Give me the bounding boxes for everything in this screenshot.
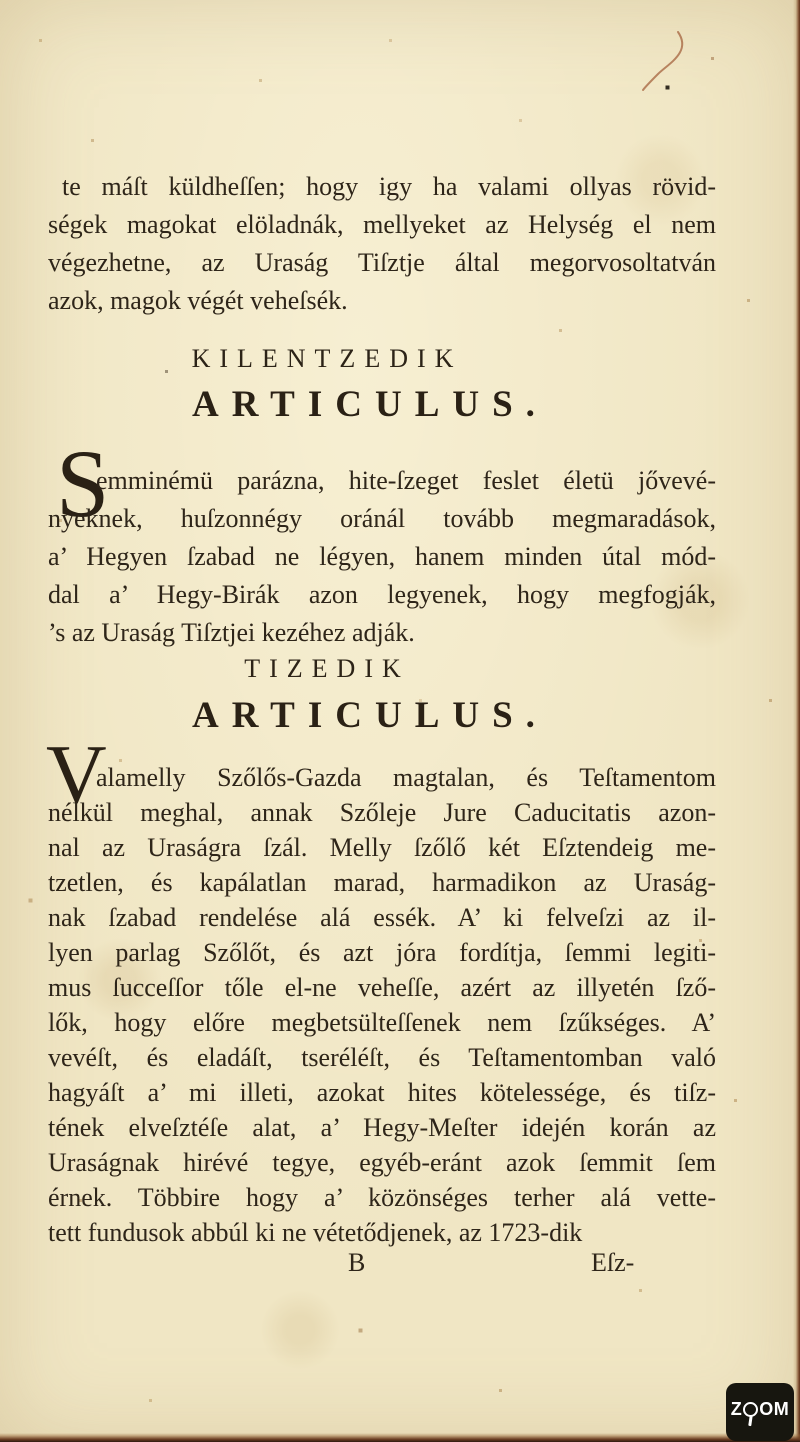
text-line: ’s az Uraság Tiſztjei kezéhez adják. xyxy=(48,618,415,647)
catchword: Eſz- xyxy=(591,1248,635,1277)
zoom-badge-letter: M xyxy=(773,1398,790,1419)
fiber-artifact xyxy=(610,20,730,110)
text-line: alamelly Szőlős-Gazda magtalan, és Teſtamentom xyxy=(96,763,716,792)
signature-mark: B xyxy=(348,1248,366,1277)
body-paragraph xyxy=(48,168,716,320)
magnifier-icon xyxy=(743,1402,758,1417)
text-line: tének elveſztéſe alat, a’ Hegy-Meſter idején korán az xyxy=(48,1113,716,1142)
text-line: tett fundusok abbúl ki ne vétetődjenek, az 1723-dik xyxy=(48,1218,583,1247)
signature-line xyxy=(48,1248,716,1286)
page-edge-bottom xyxy=(0,1433,800,1442)
zoom-badge-letter: Z xyxy=(730,1398,743,1419)
text-line: végezhetne, az Uraság Tiſztje által megorvosoltatván xyxy=(48,248,716,277)
text-line: lyen parlag Szőlőt, és azt jóra fordítja, ſemmi legiti- xyxy=(48,938,716,967)
initial-capital: S xyxy=(56,430,110,537)
text-line: nak ſzabad rendelése alá essék. A’ ki felveſzi az il- xyxy=(48,903,716,932)
text-line: ségek magokat elöladnák, mellyeket az Helység el nem xyxy=(48,210,716,239)
text-line: lők, hogy előre megbetsülteſſenek nem ſzűkséges. A’ xyxy=(48,1008,716,1037)
text-line: nal az Uraságra ſzál. Melly ſzőlő két Eſztendeig me- xyxy=(48,833,716,862)
body-paragraph xyxy=(48,760,716,1250)
articulus-heading: ARTICULUS. xyxy=(192,695,548,736)
text-line: érnek. Többire hogy a’ közönséges terher alá vette- xyxy=(48,1183,716,1212)
text-line: mus ſucceſſor tőle el-ne veheſſe, azért az illyetén ſző- xyxy=(48,973,716,1002)
text-line: azok, magok végét veheſsék. xyxy=(48,286,348,315)
text-line: emminémü parázna, hite-ſzeget feslet életü jővevé- xyxy=(96,466,716,495)
text-line: hagyáſt a’ mi illeti, azokat hites kötelessége, és tiſz- xyxy=(48,1078,716,1107)
article-number-heading: KILENTZEDIK xyxy=(191,344,463,373)
zoom-badge-letter: O xyxy=(759,1398,774,1419)
text-line: vevéſt, és eladáſt, tseréléſt, és Teſtamentomban való xyxy=(48,1043,716,1072)
body-paragraph xyxy=(48,462,716,652)
text-line: a’ Hegyen ſzabad ne légyen, hanem minden útal mód- xyxy=(48,542,716,571)
text-line: nélkül meghal, annak Szőleje Jure Caducitatis azon- xyxy=(48,798,716,827)
articulus-heading: ARTICULUS. xyxy=(192,384,548,425)
text-line: tzetlen, és kapálatlan marad, harmadikon az Uraság- xyxy=(48,868,716,897)
initial-capital: V xyxy=(46,728,107,821)
paper-speckles xyxy=(0,0,1,1)
text-line: Uraságnak hirévé tegye, egyéb-eránt azok ſemmit ſem xyxy=(48,1148,716,1177)
text-line: te máſt küldheſſen; hogy igy ha valami ollyas rövid- xyxy=(62,172,716,201)
article-number-heading: TIZEDIK xyxy=(244,654,410,683)
text-line: dal a’ Hegy-Birák azon legyenek, hogy megfogják, xyxy=(48,580,716,609)
text-line: nyeknek, huſzonnégy oránál tovább megmaradások, xyxy=(48,504,716,533)
zoom-badge[interactable] xyxy=(726,1383,794,1441)
page-edge-right xyxy=(793,0,800,1442)
